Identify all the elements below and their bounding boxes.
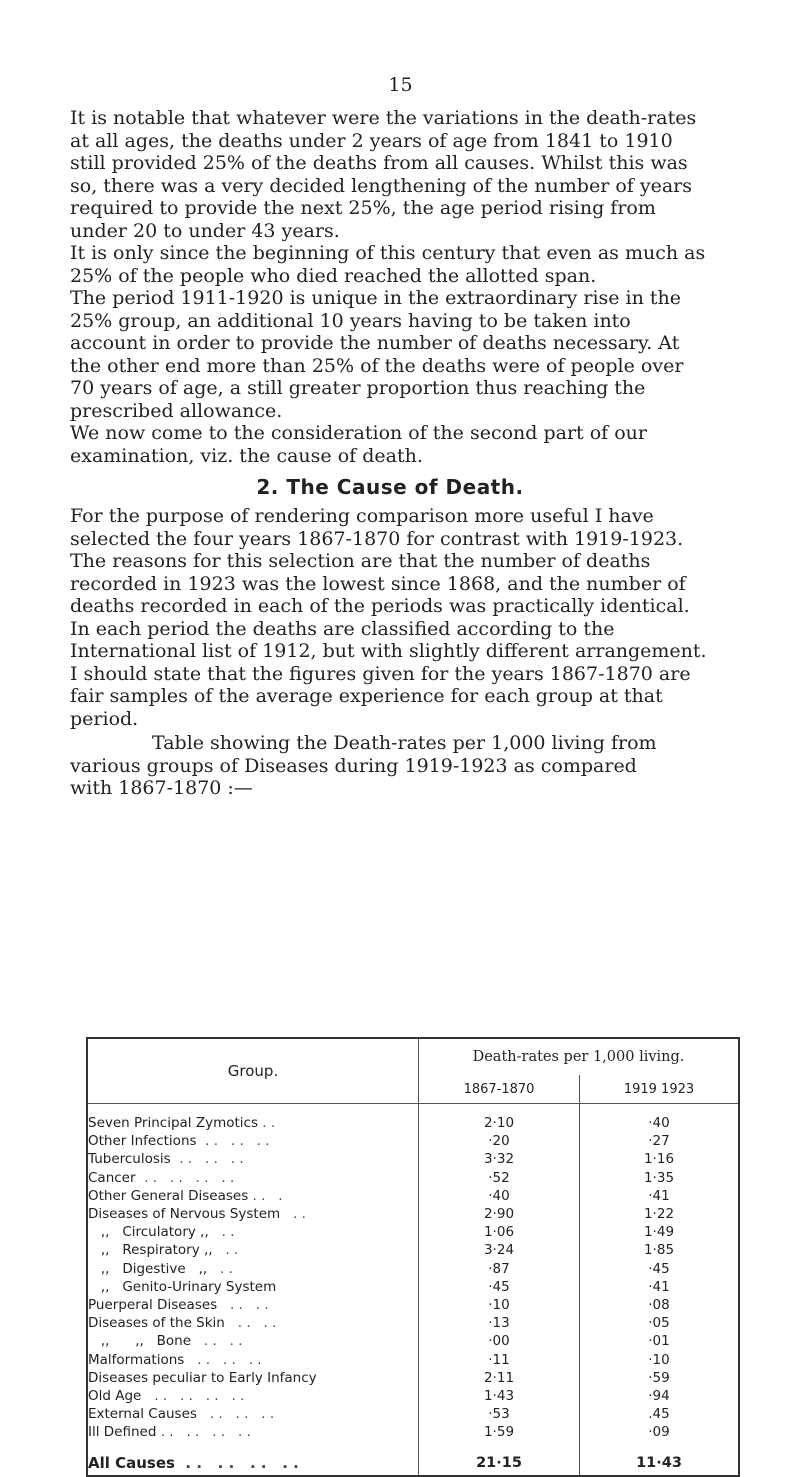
row-label: External Causes . . . . . . <box>87 1405 419 1423</box>
table-row <box>87 1114 739 1132</box>
row-label: ,, ,, Bone . . . . <box>87 1332 419 1350</box>
row-label: Tuberculosis . . . . . . <box>87 1150 419 1168</box>
rate-1867-1870: ·20 <box>419 1132 580 1150</box>
paragraph: It is notable that whatever were the variations in the death-rates at all ages, the deaths under 2 years of age from 1841 to 1910 still provided 25% of the deaths from all causes. Whilst this was so, there was a very decided lengthening of the number of years required to provide the next 25%, the age period rising from under 20 to under 43 years. <box>70 107 697 242</box>
table-row <box>87 1350 739 1368</box>
paragraph: It is only since the beginning of this century that even as much as 25% of the people who died reached the allotted span. <box>70 242 706 287</box>
row-label: Diseases of Nervous System . . <box>87 1205 419 1223</box>
row-label: Puerperal Diseases . . . . <box>87 1296 419 1314</box>
paragraph: For the purpose of rendering comparison more useful I have selected the four years 1867-1870 for contrast with 1919-1923. The reasons for this selection are that the number of deaths recorded in 1923 was the lowest since 1868, and the number of deaths recorded in each of the periods was practically identical. <box>70 505 690 617</box>
row-label: Diseases of the Skin . . . . <box>87 1314 419 1332</box>
row-label: Other Infections . . . . . . <box>87 1132 419 1150</box>
row-label: Ill Defined . . . . . . . . <box>87 1423 419 1441</box>
total-value-1867: 21·15 <box>419 1451 580 1476</box>
row-label: ,, Genito-Urinary System <box>87 1278 419 1296</box>
section-heading: 2. The Cause of Death. <box>256 475 524 499</box>
page-number: 15 <box>388 74 413 96</box>
paragraph: The period 1911-1920 is unique in the extraordinary rise in the 25% group, an additional 10 years having to be taken into account in order to provide the number of deaths necessary. At the other end more than 25% of the deaths were of people over 70 years of age, a still greater proportion thus reaching the prescribed allowance. <box>70 287 684 422</box>
row-label: Diseases peculiar to Early Infancy <box>87 1369 419 1387</box>
total-value-1919: 11·43 <box>636 1455 682 1472</box>
row-label: Old Age . . . . . . . . <box>87 1387 419 1405</box>
table-row <box>87 1278 739 1296</box>
rate-1919-1923: 1·49 <box>643 1224 675 1241</box>
rate-1919-1923: 1·35 <box>643 1169 675 1186</box>
rate-header: Death-rates per 1,000 living. <box>472 1049 685 1065</box>
table-row <box>87 1241 739 1259</box>
rate-1919-1923: 1·85 <box>643 1242 675 1259</box>
rate-1867-1870: 1·59 <box>419 1423 580 1441</box>
table-row <box>87 1260 739 1278</box>
rate-1919-1923: ·01 <box>648 1333 670 1350</box>
rate-1919-1923: 1·22 <box>643 1206 675 1223</box>
rate-1867-1870: ·11 <box>419 1350 580 1368</box>
table-row <box>87 1387 739 1405</box>
rate-1919-1923: ·94 <box>648 1387 670 1404</box>
rate-1867-1870: ·87 <box>419 1260 580 1278</box>
rate-1919-1923: ·45 <box>648 1260 670 1277</box>
rate-1919-1923: ·09 <box>648 1424 670 1441</box>
table-row <box>87 1405 739 1423</box>
death-rates-table <box>86 1037 740 1477</box>
total-row <box>87 1451 739 1476</box>
rate-1919-1923: ·05 <box>648 1315 670 1332</box>
rate-1867-1870: ·10 <box>419 1296 580 1314</box>
body-text <box>70 107 710 800</box>
rate-1867-1870: ·13 <box>419 1314 580 1332</box>
col-1867-header: 1867-1870 <box>419 1075 580 1104</box>
row-label: ,, Respiratory ,, . . <box>87 1241 419 1259</box>
rate-1867-1870: 1·06 <box>419 1223 580 1241</box>
table-caption-line: with 1867-1870 :— <box>70 777 253 799</box>
col-1919-header: 1919 1923 <box>580 1075 740 1104</box>
row-label: Other General Diseases . . . <box>87 1187 419 1205</box>
rate-1867-1870: 3·24 <box>419 1241 580 1259</box>
row-label: Seven Principal Zymotics . . <box>87 1114 419 1132</box>
rate-1867-1870: 3·32 <box>419 1150 580 1168</box>
rate-1919-1923: ·27 <box>648 1133 670 1150</box>
table-caption <box>70 732 710 800</box>
paragraph: We now come to the consideration of the second part of our examination, viz. the cause of death. <box>70 422 647 467</box>
rate-1867-1870: ·40 <box>419 1187 580 1205</box>
table-caption-line: various groups of Diseases during 1919-1923 as compared <box>70 754 637 777</box>
total-label: All Causes . . . . . . . . <box>87 1451 419 1476</box>
table-row <box>87 1423 739 1441</box>
table-row <box>87 1314 739 1332</box>
table-row <box>87 1332 739 1350</box>
table-row <box>87 1187 739 1205</box>
table-row <box>87 1369 739 1387</box>
paragraph: In each period the deaths are classified according to the International list of 1912, but with slightly different arrangement. I should state that the figures given for the years 1867-1870 are fair samples of the average experience for each group at that period. <box>70 617 707 730</box>
row-label: Cancer . . . . . . . . <box>87 1169 419 1187</box>
rate-1867-1870: 2·11 <box>419 1369 580 1387</box>
row-label: Malformations . . . . . . <box>87 1350 419 1368</box>
rate-1867-1870: 2·10 <box>419 1114 580 1132</box>
rate-1867-1870: ·45 <box>419 1278 580 1296</box>
rate-1867-1870: 1·43 <box>419 1387 580 1405</box>
table-row <box>87 1223 739 1241</box>
row-label: ,, Digestive ,, . . <box>87 1260 419 1278</box>
rate-1867-1870: ·52 <box>419 1169 580 1187</box>
rate-1919-1923: ·10 <box>648 1351 670 1368</box>
rate-1919-1923: .45 <box>648 1406 670 1423</box>
table-row <box>87 1296 739 1314</box>
rate-1867-1870: 2·90 <box>419 1205 580 1223</box>
table-row <box>87 1205 739 1223</box>
rate-1919-1923: 1·16 <box>643 1151 675 1168</box>
rate-1919-1923: ·08 <box>648 1296 670 1313</box>
rate-1919-1923: ·41 <box>648 1187 670 1204</box>
row-label: ,, Circulatory ,, . . <box>87 1223 419 1241</box>
table-row <box>87 1169 739 1187</box>
rate-1919-1923: ·41 <box>648 1278 670 1295</box>
table-row <box>87 1132 739 1150</box>
rate-1867-1870: ·00 <box>419 1332 580 1350</box>
rate-1919-1923: ·40 <box>648 1115 670 1132</box>
rate-1919-1923: ·59 <box>648 1369 670 1386</box>
table-row <box>87 1150 739 1168</box>
table-caption-line: Table showing the Death-rates per 1,000 living from <box>152 732 657 754</box>
rate-1867-1870: ·53 <box>419 1405 580 1423</box>
group-header: Group. <box>87 1038 419 1104</box>
